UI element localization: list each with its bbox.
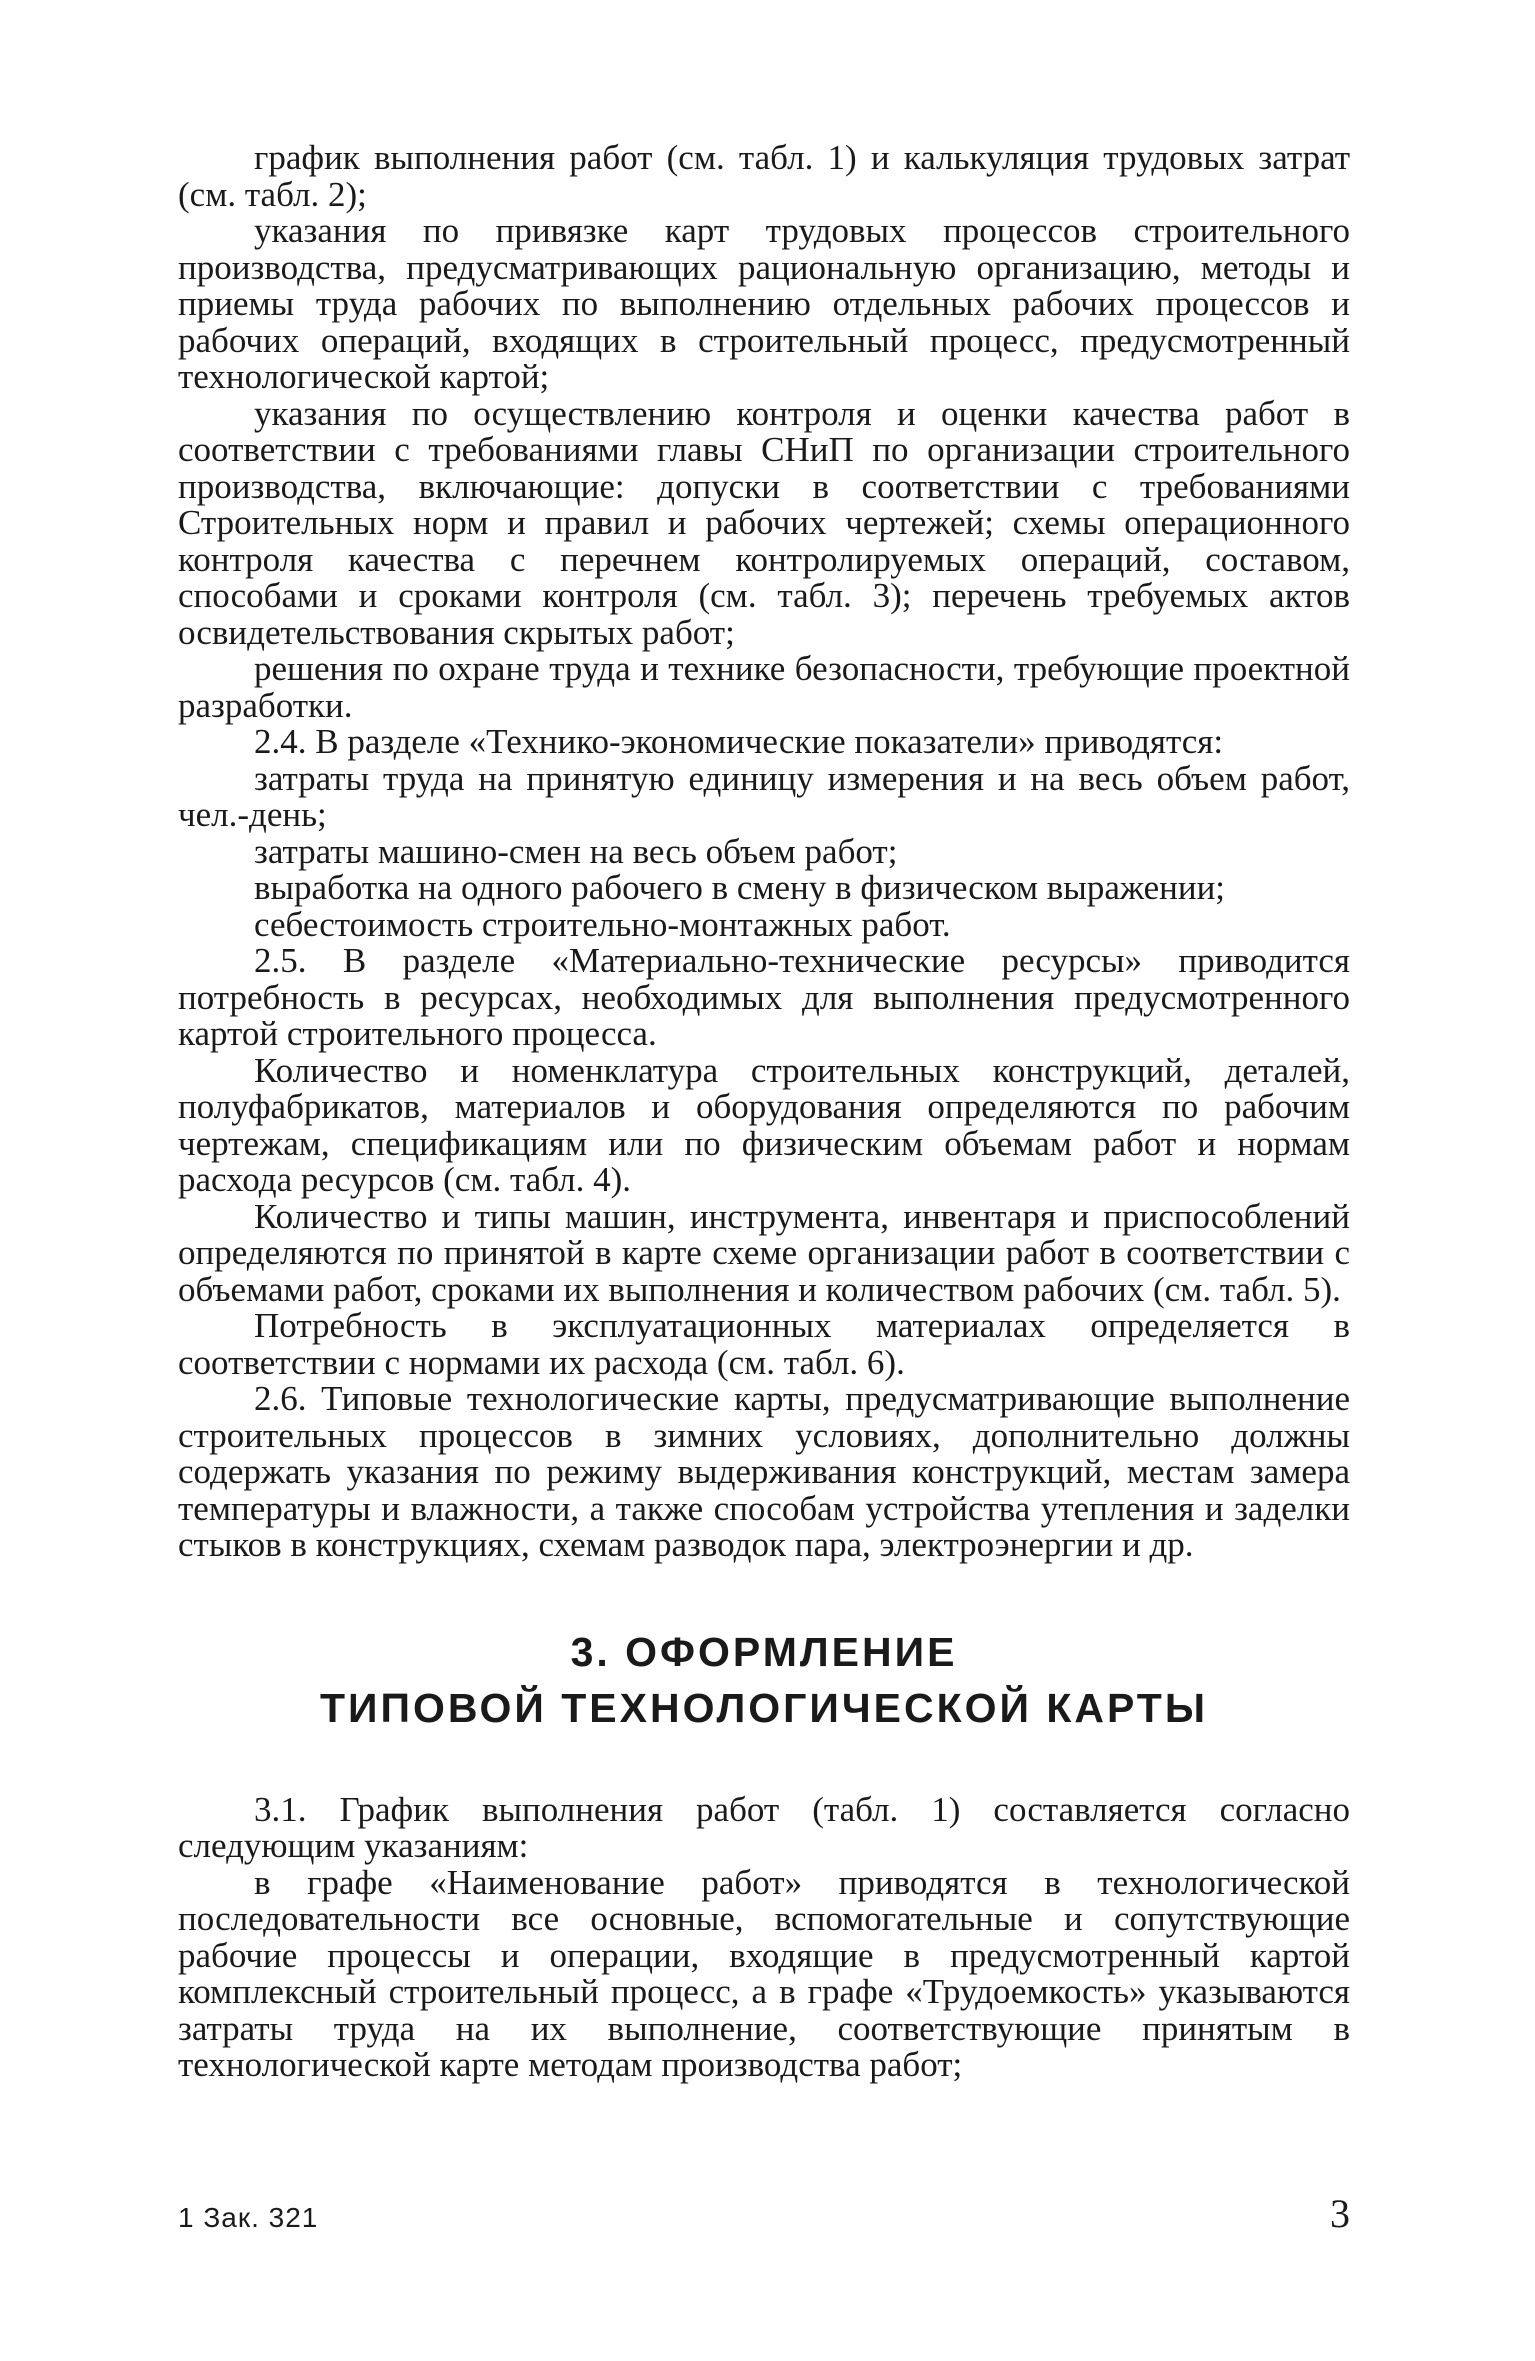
paragraph: указания по привязке карт трудовых процессов строительного производства, предусматривающих рациональную организацию, методы и приемы труда рабочих по выполнению отдельных рабочих процессов и рабочих операций, входящих в строительный процесс, предусмотренный технологической картой; <box>178 211 1350 396</box>
body-text-bottom <box>178 1789 1350 2084</box>
page-number: 3 <box>1330 2191 1350 2236</box>
paragraph: затраты труда на принятую единицу измерения и на весь объем работ, чел.-день; <box>178 758 1350 834</box>
paragraph: затраты машино-смен на весь объем работ; <box>254 831 898 871</box>
order-code: 1 Зак. 321 <box>178 2202 319 2233</box>
paragraph: 2.4. В разделе «Технико-экономические показатели» приводятся: <box>254 722 1224 761</box>
paragraph: 2.5. В разделе «Материально-технические ресурсы» приводится потребность в ресурсах, необходимых для выполнения предусмотренного картой строительного процесса. <box>178 941 1350 1053</box>
page-footer <box>178 2190 1350 2237</box>
paragraph: график выполнения работ (см. табл. 1) и калькуляция трудовых затрат (см. табл. 2); <box>178 138 1350 214</box>
paragraph: 2.6. Типовые технологические карты, предусматривающие выполнение строительных процессов в зимних условиях, дополнительно должны содержать указания по режиму выдерживания конструкций, местам замера температуры и влажности, а также способам устройства утепления и заделки стыков в конструкциях, схемам разводок пара, электроэнергии и др. <box>178 1379 1350 1564</box>
paragraph: Количество и типы машин, инструмента, инвентаря и приспособлений определяются по принятой в карте схеме организации работ в соответствии с объемами работ, сроками их выполнения и количеством рабочих (см. табл. 5). <box>178 1196 1350 1309</box>
section-heading <box>178 1624 1350 1736</box>
section-heading-line-1: 3. ОФОРМЛЕНИЕ <box>570 1628 958 1675</box>
paragraph: Количество и номенклатура строительных конструкций, деталей, полуфабрикатов, материалов и оборудования определяются по рабочим чертежам, спецификациям или по физическим объемам работ и нормам расхода ресурсов (см. табл. 4). <box>178 1050 1350 1199</box>
paragraph: 3.1. График выполнения работ (табл. 1) составляется согласно следующим указаниям: <box>178 1789 1350 1865</box>
paragraph: в графе «Наименование работ» приводятся в технологической последовательности все основные, вспомогательные и сопутствующие рабочие процессы и операции, входящие в предусмотренный картой комплексный строительный процесс, а в графе «Трудоемкость» указываются затраты труда на их выполнение, соответствующие принятым в технологической карте методам производства работ; <box>178 1862 1350 2084</box>
paragraph: решения по охране труда и технике безопасности, требующие проектной разработки. <box>178 649 1350 725</box>
body-text-top <box>178 140 1350 1564</box>
paragraph: себестоимость строительно-монтажных работ. <box>254 904 951 944</box>
paragraph: Потребность в эксплуатационных материалах определяется в соответствии с нормами их расхода (см. табл. 6). <box>178 1306 1350 1382</box>
section-heading-line-2: ТИПОВОЙ ТЕХНОЛОГИЧЕСКОЙ КАРТЫ <box>320 1684 1208 1731</box>
paragraph: выработка на одного рабочего в смену в физическом выражении; <box>254 868 1226 907</box>
paragraph: указания по осуществлению контроля и оценки качества работ в соответствии с требованиями главы СНиП по организации строительного производства, включающие: допуски в соответствии с требованиями Строительных норм и правил и рабочих чертежей; схемы операционного контроля качества с перечнем контролируемых операций, составом, способами и сроками контроля (см. табл. 3); перечень требуемых актов освидетельствования скрытых работ; <box>178 393 1350 652</box>
